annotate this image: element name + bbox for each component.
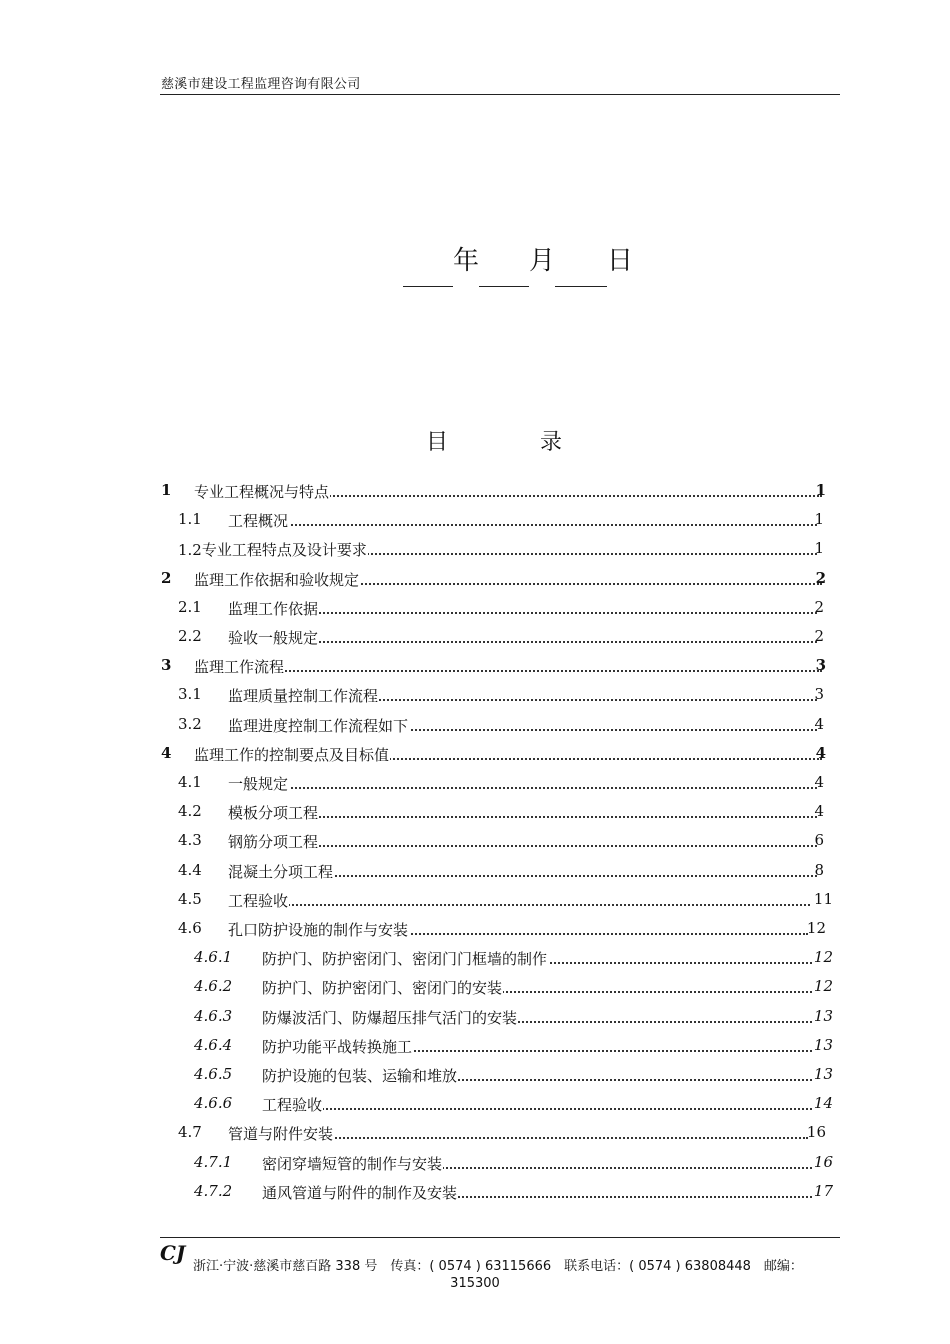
toc-entry[interactable] (0, 1004, 950, 1032)
toc-entry-title: 防护功能平战转换施工 (262, 1037, 413, 1056)
toc-entry[interactable] (0, 1091, 950, 1119)
toc-entry-number: 3.2 (178, 714, 202, 733)
toc-title (0, 425, 950, 455)
toc-entry-number: 4.1 (178, 773, 202, 791)
toc-entry-number: 2.1 (178, 597, 202, 616)
toc-entry[interactable] (0, 653, 950, 681)
toc-entry-number: 4.6.4 (194, 1035, 233, 1054)
toc-entry-title: 通风管道与附件的制作及安装 (262, 1183, 458, 1202)
toc-entry-number: 4.5 (178, 889, 202, 908)
cj-logo: CJ (160, 1241, 186, 1265)
toc-entry-title: 管道与附件安装 (228, 1125, 334, 1144)
toc-page-number: 4 (814, 714, 824, 733)
page-header (160, 70, 840, 95)
toc-entry[interactable] (0, 741, 950, 769)
toc-page-number: 16 (813, 1152, 833, 1171)
toc-page-number: 13 (813, 1065, 833, 1083)
toc-entry-number: 4 (161, 743, 172, 762)
toc-entry[interactable] (0, 887, 950, 915)
toc-page-number: 8 (814, 860, 824, 879)
toc-entry-number: 4.4 (178, 860, 202, 879)
toc-entry[interactable] (0, 1062, 950, 1090)
toc-entry-number: 3.1 (178, 685, 202, 704)
toc-entry-title: 混凝土分项工程 (228, 862, 334, 881)
date-line (0, 240, 950, 300)
toc-leader-dots (228, 904, 810, 906)
toc-page-number: 4 (815, 743, 826, 762)
toc-entry-title: 防爆波活门、防爆超压排气活门的安装 (262, 1008, 518, 1027)
footer-zip: 315300 (450, 1276, 500, 1291)
toc-entry[interactable] (0, 478, 950, 506)
toc-page-number: 13 (813, 1035, 833, 1054)
year-label: 年 (453, 246, 480, 276)
toc-title-right: 录 (540, 430, 563, 455)
toc-leader-dots (262, 1108, 812, 1110)
toc-entry-title: 模板分项工程 (228, 804, 319, 823)
toc-entry[interactable] (0, 945, 950, 973)
toc-entry-title: 防护设施的包装、运输和堆放 (262, 1067, 458, 1085)
toc-page-number: 6 (814, 831, 824, 850)
toc-entry[interactable] (0, 1150, 950, 1178)
toc-entry[interactable] (0, 595, 950, 623)
toc-page-number: 4 (814, 802, 824, 821)
toc-entry-title: 监理质量控制工作流程 (228, 687, 379, 706)
month-blank (479, 286, 529, 287)
toc-page-number: 16 (806, 1123, 826, 1142)
toc-page-number: 3 (814, 685, 824, 704)
toc-entry-title: 监理工作依据 (228, 599, 319, 618)
toc-entry[interactable] (0, 770, 950, 798)
toc-leader-dots (194, 670, 822, 672)
toc-entry[interactable] (0, 916, 950, 944)
toc-page-number: 1 (814, 539, 824, 558)
toc-entry[interactable] (0, 624, 950, 652)
toc-entry[interactable] (0, 1033, 950, 1061)
toc-entry-title: 验收一般规定 (228, 629, 319, 647)
toc-page-number: 2 (814, 627, 824, 645)
toc-entry-number: 2.2 (178, 627, 202, 645)
toc-entry[interactable] (0, 974, 950, 1002)
toc-entry-title: 钢筋分项工程 (228, 833, 319, 852)
toc-entry[interactable] (0, 799, 950, 827)
toc-entry-number: 4.6.1 (194, 948, 233, 967)
toc-entry-number: 4.3 (178, 831, 202, 850)
toc-entry-number: 4.6.3 (194, 1006, 233, 1025)
toc-entry-title: 防护门、防护密闭门、密闭门门框墙的制作 (262, 950, 548, 969)
toc-entry-title: 监理工作流程 (194, 658, 285, 677)
toc-entry-title: 工程概况 (228, 512, 289, 531)
toc-entry-title: 专业工程概况与特点 (194, 483, 330, 501)
toc-entry-title: 监理工作依据和验收规定 (194, 570, 360, 589)
toc-entry-title: 一般规定 (228, 775, 289, 793)
toc-entry-number: 3 (161, 656, 172, 675)
toc-page-number: 12 (813, 948, 833, 967)
toc-entry-title: 监理工作的控制要点及目标值 (194, 745, 390, 764)
toc-page-number: 12 (806, 919, 826, 937)
toc-entry-number: 4.6.5 (194, 1065, 233, 1083)
footer-address: 浙江·宁波·慈溪市慈百路 338 号 传真：( 0574 ) 63115666 联系电话：( 0574 ) 63808448 邮编： (193, 1259, 803, 1274)
toc-entry[interactable] (0, 858, 950, 886)
day-blank (555, 286, 607, 287)
day-label: 日 (607, 246, 634, 276)
toc-page-number: 2 (815, 568, 826, 587)
toc-entry-number: 4.7.1 (194, 1152, 233, 1171)
toc-entry-number: 2 (161, 568, 172, 587)
toc-leader-dots (228, 787, 817, 789)
toc-entry-number: 1.1 (178, 510, 202, 529)
toc-page-number: 4 (814, 773, 824, 791)
toc-entry[interactable] (0, 1120, 950, 1148)
toc-entry-number: 4.6 (178, 919, 202, 937)
toc-page-number: 2 (814, 597, 824, 616)
toc-page-number: 13 (813, 1006, 833, 1025)
year-blank (403, 286, 453, 287)
toc-entry-title: 1.2专业工程特点及设计要求 (178, 541, 367, 560)
toc-entry-number: 4.6.6 (194, 1094, 233, 1113)
toc-page-number: 12 (813, 977, 833, 996)
toc-page-number: 1 (815, 481, 826, 499)
toc-page-number: 3 (815, 656, 826, 675)
toc-leader-dots (228, 524, 817, 526)
company-name: 慈溪市建设工程监理咨询有限公司 (161, 77, 361, 92)
toc-entry-title: 孔口防护设施的制作与安装 (228, 921, 409, 939)
toc-entry[interactable] (0, 507, 950, 535)
toc-entry-number: 1 (161, 481, 172, 499)
toc-entry[interactable] (0, 536, 950, 564)
toc-entry-number: 4.6.2 (194, 977, 233, 996)
toc-entry-number: 4.7.2 (194, 1181, 233, 1200)
toc-page-number: 1 (814, 510, 824, 529)
toc-page-number: 11 (813, 889, 833, 908)
toc-entry-title: 监理进度控制工作流程如下 (228, 716, 409, 735)
toc-entry-number: 4.2 (178, 802, 202, 821)
toc-entry-title: 密闭穿墙短管的制作与安装 (262, 1154, 443, 1173)
toc-entry-title: 防护门、防护密闭门、密闭门的安装 (262, 979, 503, 998)
footer-divider (160, 1237, 840, 1238)
toc-entry[interactable] (0, 828, 950, 856)
toc-entry[interactable] (0, 712, 950, 740)
toc-entry-number: 4.7 (178, 1123, 202, 1142)
toc-page-number: 14 (813, 1094, 833, 1113)
toc-title-left: 目 (426, 430, 449, 455)
toc-entry-title: 工程验收 (262, 1096, 323, 1115)
toc-entry[interactable] (0, 566, 950, 594)
toc-page-number: 17 (813, 1181, 833, 1200)
toc-entry[interactable] (0, 1179, 950, 1207)
toc-entry[interactable] (0, 682, 950, 710)
month-label: 月 (529, 246, 556, 276)
toc-entry-title: 工程验收 (228, 891, 289, 910)
